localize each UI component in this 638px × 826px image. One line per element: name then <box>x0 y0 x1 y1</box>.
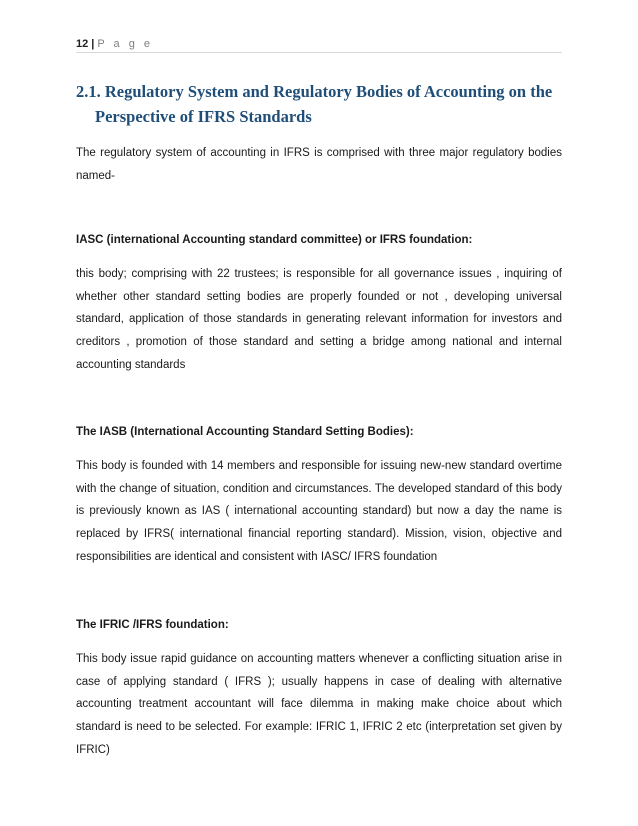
section-title-text-1: Regulatory System and Regulatory Bodies of Accounting on the <box>104 82 553 101</box>
body-text-iasc: this body; comprising with 22 trustees; is responsible for all governance issues , inquiring of whether other standard setting bodies are properly founded or not , developing universal standard, application of those standards in generating relevant information for investors and creditors , promotion of those standard and setting a bridge among national and internal accounting standards <box>76 268 562 371</box>
page-number: 12 <box>76 38 89 50</box>
body-text-iasb: This body is founded with 14 members and responsible for issuing new-new standard overtime with the change of situation, condition and circumstances. The developed standard of this body is previously known as IAS ( international accounting standard) but now a day the name is replaced by IFRS( international financial reporting standard). Mission, vision, objective and responsibilities are identical and consistent with IASC/ IFRS foundation <box>76 460 562 563</box>
header-separator: | <box>91 38 95 50</box>
header-rule <box>76 52 562 53</box>
section-title-line2: Perspective of IFRS Standards <box>95 107 312 126</box>
page-header <box>76 37 562 51</box>
body-text-ifric: This body issue rapid guidance on accounting matters whenever a conflicting situation arise in case of applying standard ( IFRS ); usually happens in case of dealing with alternative accounting treatment accountant will face dilemma in making make choice about which standard is need to be selected. For example: IFRIC 1, IFRIC 2 etc (interpretation set given by IFRIC) <box>76 653 562 756</box>
page-label: P a g e <box>97 38 153 50</box>
body-heading-ifric: The IFRIC /IFRS foundation: <box>76 619 229 631</box>
body-heading-iasc: IASC (international Accounting standard committee) or IFRS foundation: <box>76 234 473 246</box>
intro-paragraph: The regulatory system of accounting in IFRS is comprised with three major regulatory bodies named- <box>76 147 562 182</box>
section-number: 2.1. <box>76 82 101 101</box>
section-title <box>76 79 566 129</box>
body-heading-iasb: The IASB (International Accounting Standard Setting Bodies): <box>76 426 414 438</box>
section-title-line1 <box>76 79 566 104</box>
